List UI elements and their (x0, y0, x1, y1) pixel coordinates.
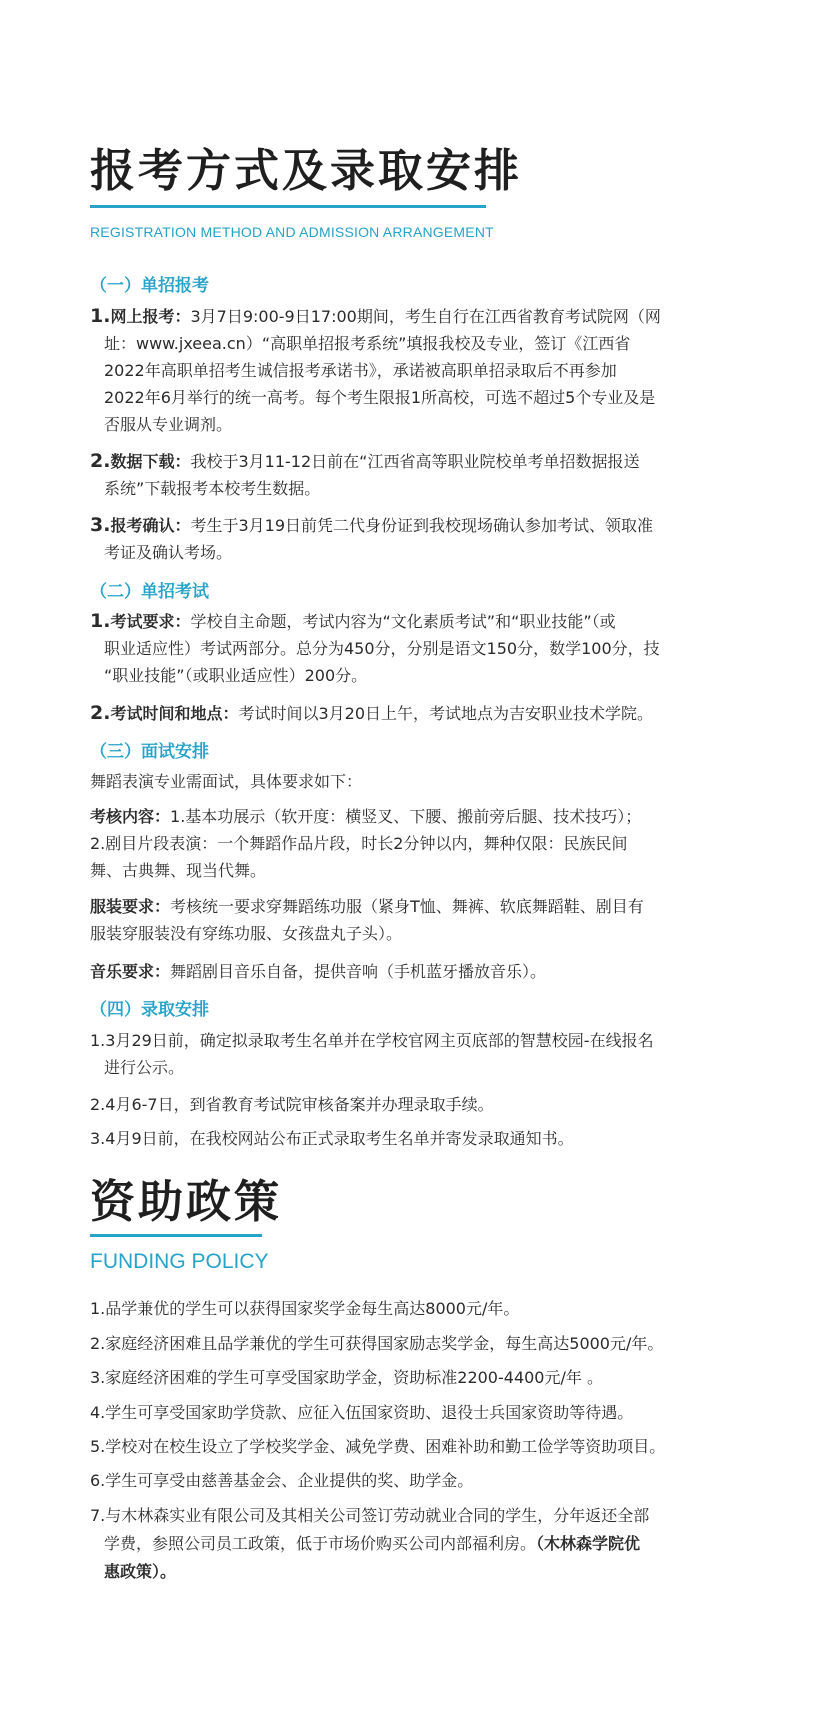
list-item: 1.品学兼优的学生可以获得国家奖学金每生高达8000元/年。 (90, 1299, 520, 1318)
list-item: 1.考试要求：学校自主命题，考试内容为“文化素质考试”和“职业技能”（或 职业适应性）考试两部分。总分为450分，分别是语文150分，数学100分，技 “职业技能”（或职业适应性）200分。 (90, 610, 660, 685)
list-item: 3.4月9日前，在我校网站公布正式录取考生名单并寄发录取通知书。 (90, 1129, 574, 1148)
list-item: 5.学校对在校生设立了学校奖学金、减免学费、困难补助和勤工俭学等资助项目。 (90, 1437, 666, 1456)
list-item: 4.学生可享受国家助学贷款、应征入伍国家资助、退役士兵国家资助等待遇。 (90, 1403, 634, 1422)
item-label: 网上报考 (110, 307, 175, 326)
section-title-funding: 资助政策 (90, 1175, 283, 1228)
list-item: 6.学生可享受由慈善基金会、企业提供的奖、助学金。 (90, 1471, 474, 1490)
list-item: 3.报考确认：考生于3月19日前凭二代身份证到我校现场确认参加考试、领取准 考证及确认考场。 (90, 514, 654, 562)
heading-interview: （三）面试安排 (90, 742, 209, 762)
title-underline (90, 1234, 262, 1237)
list-item: 音乐要求：舞蹈剧目音乐自备，提供音响（手机蓝牙播放音乐）。 (90, 962, 547, 981)
bold-note: （木林森学院优 (536, 1534, 641, 1553)
list-item: 2.家庭经济困难且品学兼优的学生可获得国家励志奖学金，每生高达5000元/年。 (90, 1334, 664, 1353)
list-item: 3.家庭经济困难的学生可享受国家助学金，资助标准2200-4400元/年 。 (90, 1368, 603, 1387)
section-subtitle-en: FUNDING POLICY (90, 1250, 269, 1273)
item-number: 1. (90, 305, 111, 327)
heading-admission: （四）录取安排 (90, 1000, 209, 1020)
list-item: 2.考试时间和地点：考试时间以3月20日上午，考试地点为吉安职业技术学院。 (90, 702, 654, 724)
list-item: 服装要求：考核统一要求穿舞蹈练功服（紧身T恤、舞裤、软底舞蹈鞋、剧目有 服装穿服装没有穿练功服、女孩盘丸子头）。 (90, 897, 644, 943)
heading-single-exam: （二）单招考试 (90, 582, 209, 602)
list-item: 1.3月29日前，确定拟录取考生名单并在学校官网主页底部的智慧校园-在线报名 进行公示。 (90, 1031, 654, 1077)
section-title-registration: 报考方式及录取安排 (90, 144, 523, 197)
list-item: 2.数据下载：我校于3月11-12日前在“江西省高等职业院校单考单招数据报送 系统”下载报考本校考生数据。 (90, 450, 640, 498)
title-underline (90, 205, 486, 208)
list-item: 2.4月6-7日，到省教育考试院审核备案并办理录取手续。 (90, 1095, 494, 1114)
section-subtitle-en: REGISTRATION METHOD AND ADMISSION ARRANGEMENT (90, 224, 494, 240)
interview-intro: 舞蹈表演专业需面试，具体要求如下： (90, 772, 363, 791)
heading-single-registration: （一）单招报考 (90, 276, 209, 296)
list-item: 1.网上报考：3月7日9:00-9日17:00期间，考生自行在江西省教育考试院网（网 址：www.jxeea.cn）“高职单招报考系统”填报我校及专业，签订《江西省 2022年高职单招考生诚信报考承诺书》，承诺被高职单招录取后不再参加 2022年6月举行的统一高考。每个考生限报1所高校，可选不超过5个专业及是 否服从专业调剂。 (90, 305, 661, 434)
list-item: 7.与木林森实业有限公司及其相关公司签订劳动就业合同的学生，分年返还全部 学费，参照公司员工政策，低于市场价购买公司内部福利房。（木林森学院优 惠政策）。 (90, 1506, 650, 1581)
list-item: 考核内容：1.基本功展示（软开度：横竖叉、下腰、搬前旁后腿、技术技巧）； 2.剧目片段表演：一个舞蹈作品片段，时长2分钟以内，舞种仅限：民族民间 舞、古典舞、现当代舞。 (90, 807, 642, 880)
